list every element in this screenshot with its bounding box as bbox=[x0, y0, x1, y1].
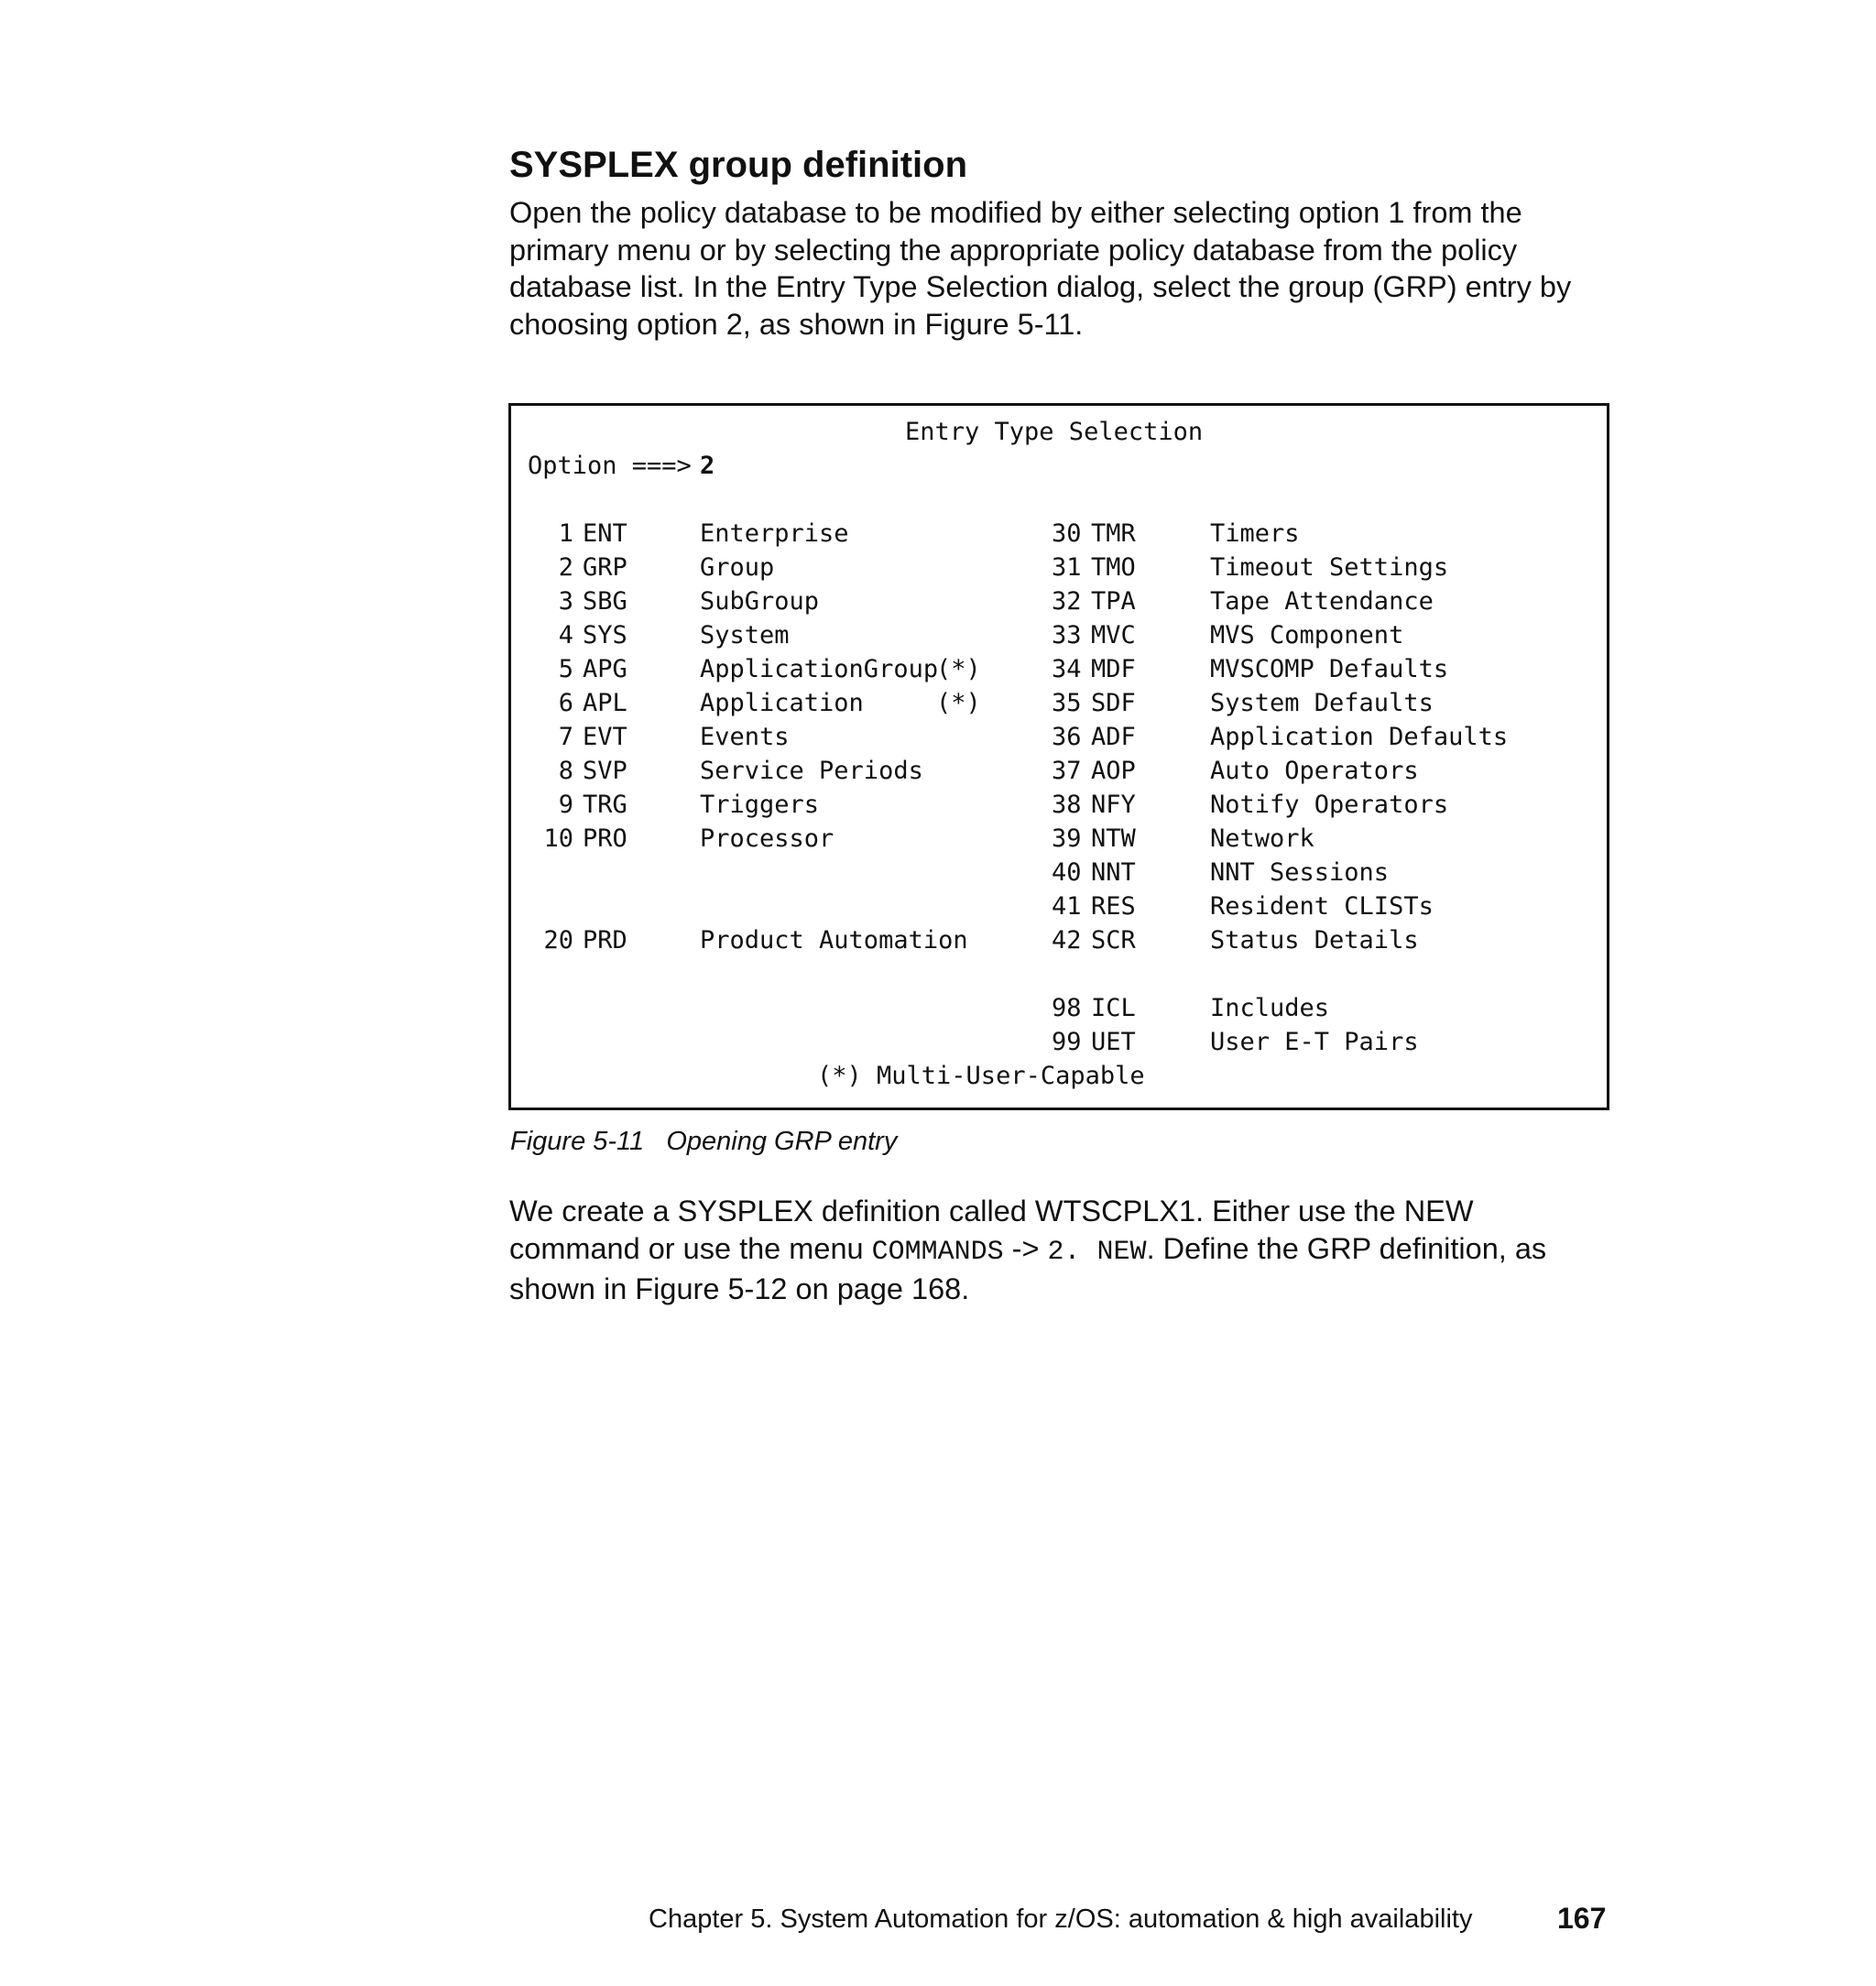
option-prompt: Option ===> bbox=[528, 452, 692, 480]
entry-label: Application bbox=[700, 689, 864, 717]
entry-label: System Defaults bbox=[1210, 689, 1434, 717]
entry-code: RES bbox=[1091, 892, 1136, 921]
entry-number: 98 bbox=[1052, 994, 1082, 1022]
entry-code: APG bbox=[583, 655, 627, 683]
entry-code: NFY bbox=[1091, 791, 1136, 819]
new-option-code: 2. NEW bbox=[1047, 1236, 1147, 1268]
entry-number: 4 bbox=[558, 621, 573, 649]
entry-code: AOP bbox=[1091, 757, 1136, 785]
entry-label: Resident CLISTs bbox=[1210, 892, 1434, 921]
entry-number: 37 bbox=[1052, 757, 1082, 785]
entry-code: MVC bbox=[1091, 621, 1136, 649]
entry-label: System bbox=[700, 621, 790, 649]
entry-label: NNT Sessions bbox=[1210, 858, 1390, 887]
entry-code: ADF bbox=[1091, 723, 1136, 751]
entry-number: 8 bbox=[558, 757, 573, 785]
entry-number: 99 bbox=[1052, 1028, 1082, 1056]
figure-number: Figure 5-11 bbox=[510, 1127, 645, 1156]
entry-label: Triggers bbox=[700, 791, 820, 819]
entry-label: SubGroup bbox=[700, 587, 820, 616]
panel-title: Entry Type Selection bbox=[905, 418, 1204, 446]
body-text: . Define the GRP definition, as bbox=[1146, 1231, 1547, 1265]
entry-number: 9 bbox=[558, 791, 573, 819]
entry-code: SVP bbox=[583, 757, 627, 785]
entry-number: 10 bbox=[543, 824, 573, 853]
entry-label: Status Details bbox=[1210, 926, 1419, 955]
entry-label: Group bbox=[700, 553, 775, 582]
entry-code: MDF bbox=[1091, 655, 1136, 683]
entry-code: NTW bbox=[1091, 824, 1136, 853]
entry-code: SCR bbox=[1091, 926, 1136, 955]
entry-label: Network bbox=[1210, 824, 1314, 853]
entry-number: 42 bbox=[1052, 926, 1082, 955]
entry-label: Enterprise bbox=[700, 519, 849, 548]
entry-code: EVT bbox=[583, 723, 627, 751]
figure-caption bbox=[510, 1125, 897, 1158]
entry-number: 36 bbox=[1052, 723, 1082, 751]
entry-number: 3 bbox=[558, 587, 573, 616]
entry-label: Notify Operators bbox=[1210, 791, 1449, 819]
option-input[interactable]: 2 bbox=[700, 452, 715, 480]
entry-number: 2 bbox=[558, 553, 573, 582]
arrow-text: -> bbox=[1003, 1231, 1048, 1265]
entry-code: TMR bbox=[1091, 519, 1136, 548]
entry-number: 38 bbox=[1052, 791, 1082, 819]
entry-label: Includes bbox=[1210, 994, 1330, 1022]
intro-line: Open the policy database to be modified by either selecting option 1 from the bbox=[509, 196, 1522, 229]
body-paragraph bbox=[509, 1193, 1663, 1308]
entry-code: SBG bbox=[583, 587, 627, 616]
entry-label: Processor bbox=[700, 824, 834, 853]
entry-code: TRG bbox=[583, 791, 627, 819]
entry-code: APL bbox=[583, 689, 627, 717]
intro-paragraph bbox=[509, 194, 1663, 343]
entry-type-selection-panel bbox=[508, 403, 1609, 1110]
entry-number: 6 bbox=[558, 689, 573, 717]
entry-number: 40 bbox=[1052, 858, 1082, 887]
entry-label: Auto Operators bbox=[1210, 757, 1419, 785]
entry-code: TMO bbox=[1091, 553, 1136, 582]
entry-label: MVS Component bbox=[1210, 621, 1404, 649]
entry-label: Events bbox=[700, 723, 790, 751]
entry-code: SYS bbox=[583, 621, 627, 649]
entry-code: ENT bbox=[583, 519, 627, 548]
entry-number: 30 bbox=[1052, 519, 1082, 548]
entry-code: PRO bbox=[583, 824, 627, 853]
figure-title: Opening GRP entry bbox=[666, 1127, 898, 1156]
entry-code: UET bbox=[1091, 1028, 1136, 1056]
section-heading: SYSPLEX group definition bbox=[509, 145, 967, 185]
entry-number: 35 bbox=[1052, 689, 1082, 717]
entry-number: 41 bbox=[1052, 892, 1082, 921]
entry-label: Timeout Settings bbox=[1210, 553, 1449, 582]
intro-line: primary menu or by selecting the appropriate policy database from the policy bbox=[509, 233, 1518, 267]
entry-label: ApplicationGroup bbox=[700, 655, 939, 683]
entry-label: Tape Attendance bbox=[1210, 587, 1434, 616]
entry-code: TPA bbox=[1091, 587, 1136, 616]
entry-label: Service Periods bbox=[700, 757, 923, 785]
entry-code: ICL bbox=[1091, 994, 1136, 1022]
entry-code: PRD bbox=[583, 926, 627, 955]
multi-user-flag: (*) bbox=[936, 655, 981, 683]
intro-line: database list. In the Entry Type Selection dialog, select the group (GRP) entry by bbox=[509, 270, 1572, 303]
entry-number: 34 bbox=[1052, 655, 1082, 683]
panel-footnote: (*) Multi-User-Capable bbox=[817, 1062, 1145, 1090]
entry-number: 32 bbox=[1052, 587, 1082, 616]
entry-label: Product Automation bbox=[700, 926, 968, 955]
entry-number: 39 bbox=[1052, 824, 1082, 853]
page-number: 167 bbox=[1557, 1902, 1607, 1935]
entry-code: GRP bbox=[583, 553, 627, 582]
entry-label: Application Defaults bbox=[1210, 723, 1509, 751]
entry-number: 33 bbox=[1052, 621, 1082, 649]
entry-code: SDF bbox=[1091, 689, 1136, 717]
entry-label: Timers bbox=[1210, 519, 1300, 548]
body-line bbox=[509, 1230, 1663, 1271]
entry-number: 20 bbox=[543, 926, 573, 955]
entry-code: NNT bbox=[1091, 858, 1136, 887]
entry-number: 5 bbox=[558, 655, 573, 683]
entry-number: 1 bbox=[558, 519, 573, 548]
multi-user-flag: (*) bbox=[936, 689, 981, 717]
entry-number: 7 bbox=[558, 723, 573, 751]
commands-menu-code: COMMANDS bbox=[871, 1236, 1004, 1268]
body-line: We create a SYSPLEX definition called WTSCPLX1. Either use the NEW bbox=[509, 1195, 1474, 1228]
body-line: shown in Figure 5-12 on page 168. bbox=[509, 1272, 970, 1305]
body-text: command or use the menu bbox=[509, 1231, 872, 1265]
chapter-footer: Chapter 5. System Automation for z/OS: automation & high availability bbox=[649, 1904, 1473, 1934]
entry-number: 31 bbox=[1052, 553, 1082, 582]
intro-line: choosing option 2, as shown in Figure 5-11. bbox=[509, 307, 1084, 341]
entry-label: MVSCOMP Defaults bbox=[1210, 655, 1449, 683]
entry-label: User E-T Pairs bbox=[1210, 1028, 1419, 1056]
